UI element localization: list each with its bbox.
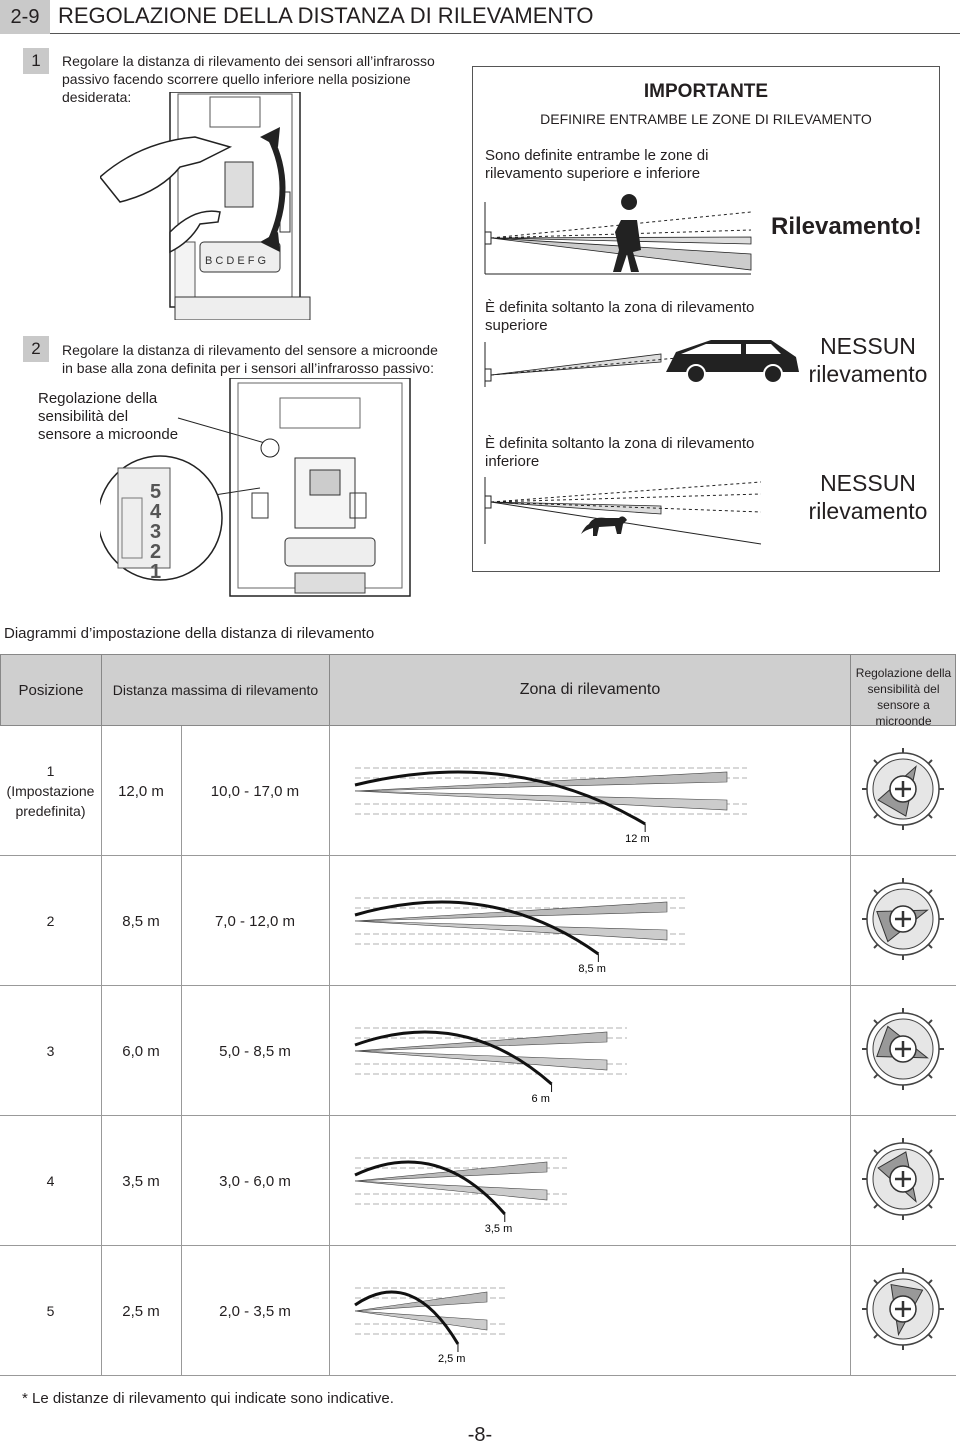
svg-text:B C D E F G: B C D E F G bbox=[205, 255, 267, 267]
header-line: Regolazione della bbox=[855, 666, 952, 680]
scale-2: 2 bbox=[150, 541, 162, 563]
sensor-slide-illustration bbox=[100, 92, 320, 320]
header-line: sensibilità del bbox=[867, 682, 940, 696]
header-zone: Zona di rilevamento bbox=[330, 655, 851, 725]
diagrams-header bbox=[0, 654, 956, 726]
header-rule bbox=[50, 33, 960, 34]
scale-1: 1 bbox=[150, 561, 162, 583]
case-line: rilevamento superiore e inferiore bbox=[485, 165, 701, 182]
diagram-row bbox=[0, 1246, 956, 1376]
scale-3: 3 bbox=[150, 521, 162, 543]
row-range: 3,0 - 6,0 m bbox=[219, 1172, 291, 1190]
position-line: (Impostazione bbox=[6, 783, 95, 799]
important-subtitle: DEFINIRE ENTRAMBE LE ZONE DI RILEVAMENTO bbox=[540, 111, 872, 127]
sensitivity-dial-icon bbox=[851, 1246, 955, 1376]
step-1-badge: 1 bbox=[23, 48, 49, 74]
sensitivity-dial-icon bbox=[851, 1116, 955, 1246]
header-position: Posizione bbox=[1, 655, 102, 725]
row-position bbox=[0, 986, 101, 1116]
header-line: sensore a microonde bbox=[875, 698, 932, 728]
row-position bbox=[0, 1246, 101, 1376]
distance-label: 2,5 m bbox=[437, 1353, 466, 1365]
lower-beam bbox=[355, 1181, 547, 1200]
case-line: È definita soltanto la zona di rilevamento bbox=[485, 435, 755, 452]
row-position bbox=[0, 856, 101, 986]
distance-label: 12 m bbox=[625, 833, 650, 845]
step-2-text bbox=[62, 341, 438, 377]
case-line: Sono definite entrambe le zone di bbox=[485, 147, 709, 164]
case-lower-text bbox=[485, 435, 754, 471]
zone-diagram bbox=[330, 856, 850, 986]
callout-line: Regolazione della bbox=[38, 390, 158, 407]
step-1-line: desiderata: bbox=[62, 89, 132, 105]
diagram-row bbox=[0, 856, 956, 986]
case-line: superiore bbox=[485, 317, 548, 334]
position-line: 2 bbox=[46, 913, 55, 929]
row-distance: 8,5 m bbox=[122, 912, 160, 930]
header-max-distance: Distanza massima di rilevamento bbox=[102, 655, 330, 725]
header-sensitivity bbox=[851, 665, 956, 729]
position-line: 3 bbox=[46, 1043, 55, 1059]
zone-diagram bbox=[330, 1246, 850, 1376]
row-range: 2,0 - 3,5 m bbox=[219, 1302, 291, 1320]
row-distance: 6,0 m bbox=[122, 1042, 160, 1060]
step-2-line: Regolare la distanza di rilevamento del sensore a microonde bbox=[62, 342, 438, 358]
no-detection-upper bbox=[798, 332, 938, 388]
detection-result: Rilevamento! bbox=[771, 213, 922, 240]
case-line: È definita soltanto la zona di rilevamento bbox=[485, 299, 755, 316]
row-range: 5,0 - 8,5 m bbox=[219, 1042, 291, 1060]
row-position bbox=[0, 726, 101, 856]
sensitivity-dial-icon bbox=[851, 726, 955, 856]
result-line: NESSUN bbox=[820, 333, 916, 359]
case-both-diagram bbox=[481, 192, 761, 277]
important-title: IMPORTANTE bbox=[643, 81, 769, 102]
row-distance: 3,5 m bbox=[122, 1172, 160, 1190]
zone-diagram bbox=[330, 1116, 850, 1246]
step-1-line: passivo facendo scorrere quello inferiore nella posizione bbox=[62, 71, 411, 87]
diagram-row bbox=[0, 986, 956, 1116]
callout-line: sensibilità del bbox=[38, 408, 129, 425]
footnote: * Le distanze di rilevamento qui indicate sono indicative. bbox=[22, 1390, 394, 1407]
result-line: rilevamento bbox=[808, 361, 928, 387]
important-box bbox=[472, 66, 940, 572]
callout-line: sensore a microonde bbox=[38, 426, 179, 443]
result-line: rilevamento bbox=[808, 498, 928, 524]
row-range: 10,0 - 17,0 m bbox=[210, 782, 300, 800]
sensitivity-dial-icon bbox=[851, 986, 955, 1116]
page-number: -8- bbox=[467, 1424, 493, 1446]
distance-label: 8,5 m bbox=[578, 963, 606, 975]
section-number: 2-9 bbox=[0, 0, 50, 34]
position-line: 4 bbox=[46, 1173, 55, 1189]
section-title: REGOLAZIONE DELLA DISTANZA DI RILEVAMENTO bbox=[58, 3, 594, 28]
position-line: predefinita) bbox=[15, 803, 86, 819]
row-range: 7,0 - 12,0 m bbox=[214, 912, 296, 930]
diagram-row bbox=[0, 1116, 956, 1246]
zone-diagram bbox=[330, 986, 850, 1116]
position-line: 1 bbox=[46, 763, 55, 779]
lower-beam bbox=[355, 921, 667, 940]
diagram-row bbox=[0, 726, 956, 856]
diagrams-title: Diagrammi d’impostazione della distanza di rilevamento bbox=[4, 625, 375, 642]
distance-label: 3,5 m bbox=[484, 1223, 513, 1235]
step-1-line: Regolare la distanza di rilevamento dei sensori all’infrarosso bbox=[62, 53, 435, 69]
no-detection-lower bbox=[798, 469, 938, 525]
diagrams-rows bbox=[0, 726, 956, 1386]
result-line: NESSUN bbox=[820, 470, 916, 496]
lower-beam bbox=[355, 1311, 487, 1330]
case-lower-diagram bbox=[481, 472, 781, 547]
sensitivity-dial-icon bbox=[851, 856, 955, 986]
case-upper-diagram bbox=[481, 332, 801, 392]
lower-beam bbox=[355, 791, 727, 810]
zone-diagram bbox=[330, 726, 850, 856]
case-upper-text bbox=[485, 299, 754, 335]
case-both-text bbox=[485, 147, 708, 183]
case-line: inferiore bbox=[485, 453, 540, 470]
lower-beam bbox=[355, 1051, 607, 1070]
sensor-microwave-illustration bbox=[100, 378, 420, 600]
row-distance: 12,0 m bbox=[118, 782, 164, 800]
row-distance: 2,5 m bbox=[122, 1302, 160, 1320]
position-line: 5 bbox=[46, 1303, 55, 1319]
step-2-line: in base alla zona definita per i sensori all’infrarosso passivo: bbox=[62, 360, 434, 376]
row-position bbox=[0, 1116, 101, 1246]
scale-4: 4 bbox=[150, 501, 162, 523]
scale-5: 5 bbox=[150, 481, 162, 503]
step-2-badge: 2 bbox=[23, 336, 49, 362]
distance-label: 6 m bbox=[531, 1093, 550, 1105]
